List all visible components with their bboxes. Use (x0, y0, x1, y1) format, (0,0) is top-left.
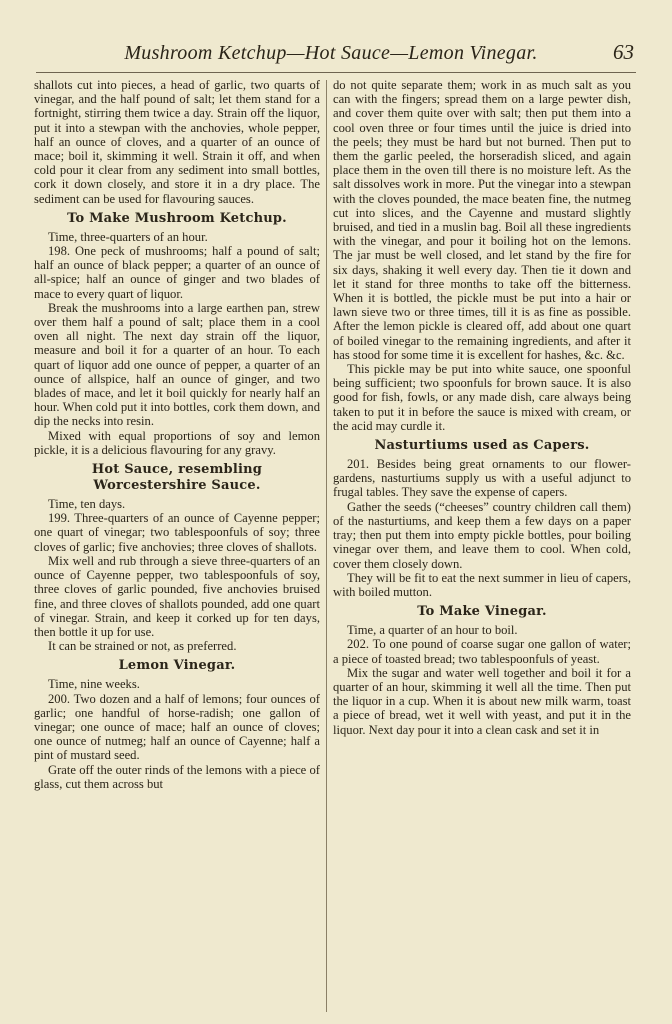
recipe-198-note: Mixed with equal proportions of soy and lemon pickle, it is a delicious flavouring for any gravy. (34, 428, 320, 457)
recipe-201-method: Gather the seeds (“cheeses” country children call them) of the nasturtiums, and keep them a few days on a paper tray; then put them into empty pickle bottles, pour boiling vinegar over them, and leave them to cool. When cold, cover them closely down. (333, 499, 631, 571)
heading-lemon-vinegar: Lemon Vinegar. (118, 658, 236, 674)
time-mushroom-ketchup: Time, three-quarters of an hour. (48, 229, 208, 244)
recipe-202-ingredients: 202. To one pound of coarse sugar one gallon of water; a piece of toasted bread; two tablespoonfuls of yeast. (333, 637, 631, 666)
recipe-202-method: Mix the sugar and water well together and boil it for a quarter of an hour, skimming it well all the time. Then put the liquor in a cup. When it is about new milk warm, toast a piece of bread, wet it well with yeast, and put it in the liquor. Next day pour it into a clean cask and set it in (333, 665, 631, 737)
heading-hot-sauce: Hot Sauce, resembling Worcestershire Sauce. (91, 462, 263, 494)
right-column (333, 78, 631, 1016)
running-title: Mushroom Ketchup—Hot Sauce—Lemon Vinegar. (124, 42, 538, 64)
heading-mushroom-ketchup: To Make Mushroom Ketchup. (67, 210, 287, 226)
header-rule (36, 72, 636, 73)
recipe-201-note: They will be fit to eat the next summer in lieu of capers, with boiled mutton. (333, 570, 631, 599)
lemon-pickle-usage: This pickle may be put into white sauce, one spoonful being sufficient; two spoonfuls for brown sauce. It is also good for fish, fowls, or any made dish, care always being taken to put it in before the sauce is mixed with cream, or the acid may curdle it. (333, 362, 631, 433)
recipe-200-method: Grate off the outer rinds of the lemons with a piece of glass, cut them across but (34, 762, 320, 791)
time-lemon-vinegar: Time, nine weeks. (48, 677, 140, 692)
recipe-198-method: Break the mushrooms into a large earthen pan, strew over them half a pound of salt; place them in a cool oven all night. The next day strain off the liquor, measure and boil it for a quarter of an hour. To each quart of liquor add one ounce of pepper, a quarter of an ounce of allspice, half an ounce of ginger, and two blades of mace, and let it boil quickly for nearly half an hour. When cold put it into bottles, cork them down, and dip the necks into resin. (34, 300, 320, 429)
time-hot-sauce: Time, ten days. (48, 497, 126, 512)
heading-make-vinegar: To Make Vinegar. (417, 604, 547, 620)
running-head (30, 40, 642, 70)
column-divider (326, 80, 327, 1012)
recipe-199-ingredients: 199. Three-quarters of an ounce of Cayenne pepper; one quart of vinegar; two tablespoonfuls of soy; three cloves of garlic; five anchovies; three cloves of shallots. (34, 511, 320, 554)
recipe-199-method: Mix well and rub through a sieve three-quarters of an ounce of Cayenne pepper, two tablespoonfuls of soy, three cloves of garlic pounded, five anchovies bruised fine, and three cloves of shallots pounded, add one quart of vinegar. Strain, and keep it corked up for ten days, then bottle it up for use. (34, 553, 320, 639)
recipe-201-intro: 201. Besides being great ornaments to our flower-gardens, nasturtiums supply us with a useful adjunct to frugal tables. They save the expense of capers. (333, 457, 631, 500)
recipe-198-ingredients: 198. One peck of mushrooms; half a pound of salt; half an ounce of black pepper; a quarter of an ounce of all-spice; half an ounce of ginger and two blades of mace to every quart of liquor. (34, 244, 320, 301)
time-make-vinegar: Time, a quarter of an hour to boil. (347, 623, 518, 638)
recipe-200-ingredients: 200. Two dozen and a half of lemons; four ounces of garlic; one handful of horse-radish; one gallon of vinegar; one ounce of mace; half an ounce of cloves; one ounce of nutmeg; half an ounce of Cayenne; half a pint of mustard seed. (34, 691, 320, 763)
continued-paragraph: shallots cut into pieces, a head of garlic, two quarts of vinegar, and the half pound of salt; let them stand for a fortnight, stirring them twice a day. Strain off the liquor, put it into a stewpan with the anchovies, whole pepper, half an ounce of cloves, and a quarter of an ounce of mace; boil it, skimming it well. Strain it off, and when cold pour it clear from any sediment into small bottles, cork it down closely, and store it in a dry place. The sediment can be used for flavouring sauces. (34, 78, 320, 206)
left-column (34, 78, 320, 1016)
heading-nasturtiums: Nasturtiums used as Capers. (374, 438, 590, 454)
page-number: 63 (613, 40, 634, 64)
recipe-199-note: It can be strained or not, as preferred. (48, 639, 237, 654)
continued-paragraph-right: do not quite separate them; work in as much salt as you can with the fingers; spread them on a large pewter dish, and cover them quite over with salt; then put them into a cool oven three or four times until the juice is dried into the peels; they must be hard but not burned. Then put to them the garlic peeled, the horseradish sliced, and again place them in the oven till there is no moisture left. As the salt dissolves work in more. Put the vinegar into a stewpan with the cloves pounded, the mace beaten fine, the nutmeg cut into slices, and the Cayenne and mustard slightly bruised, and tied in a muslin bag. Boil all these ingredients with the vinegar, and pour it boiling hot on the lemons. The jar must be well closed, and let stand by the fire for six days, shaking it well every day. Then tie it down and let it stand for three months to take off the bitterness. When it is bottled, the pickle must be put into a hair or lawn sieve two or three times, till it is as fine as possible. After the lemon pickle is cleared off, add about one quart of boiled vinegar to the remaining ingredients, and after it has stood for some time it is excellent for hashes, &c. &c. (333, 78, 631, 362)
